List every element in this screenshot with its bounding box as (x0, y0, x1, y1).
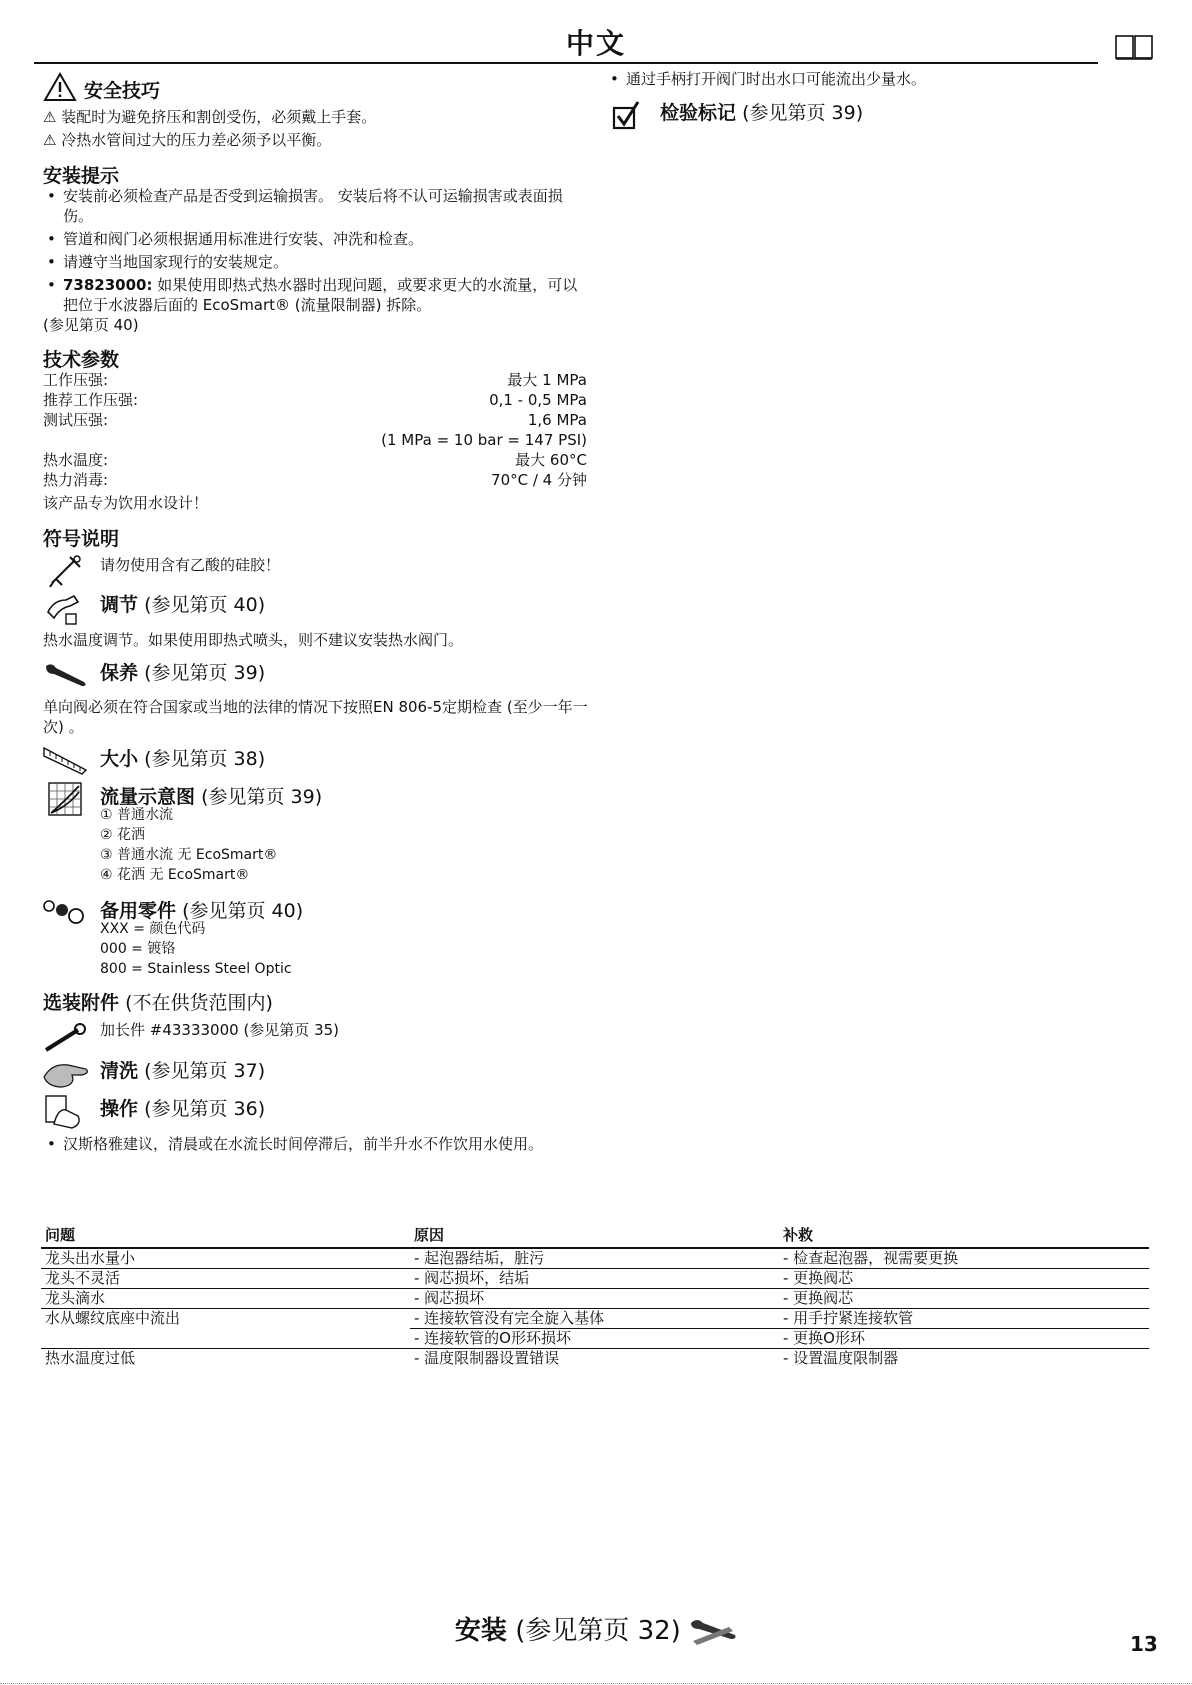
install-footer: 安装 (参见第页 32) (0, 1610, 1192, 1647)
flow-item: ③ 普通水流 无 EcoSmart® (100, 847, 278, 863)
table-row: 龙头不灵活 - 阀芯损坏，结垢 - 更换阀芯 (41, 1269, 1149, 1289)
table-row: 龙头出水量小 - 起泡器结垢，脏污 - 检查起泡器，视需要更换 (41, 1248, 1149, 1269)
safety-title: 安全技巧 (84, 80, 161, 102)
flow-chart-icon (48, 782, 82, 816)
flow-item: ④ 花洒 无 EcoSmart® (100, 867, 250, 883)
list-item: • 安装前必须检查产品是否受到运输损害。 安装后将不认可运输损害或表面损伤。 (43, 186, 588, 226)
spec-row: 测试压强: 1,6 MPa (43, 411, 587, 429)
adjust-icon (44, 590, 84, 626)
cleaning-heading: 清洗 (参见第页 37) (100, 1060, 266, 1082)
adjust-heading: 调节 (参见第页 40) (100, 594, 266, 616)
extension-icon (42, 1022, 88, 1054)
model-number: 73823000: (63, 276, 153, 294)
table-row: - 连接软管的O形环损坏 - 更换O形环 (41, 1329, 1149, 1349)
size-heading: 大小 (参见第页 38) (100, 748, 266, 770)
tech-title: 技术参数 (43, 349, 120, 371)
list-item: • 通过手柄打开阀门时出水口可能流出少量水。 (606, 69, 1166, 89)
extension-text: 加长件 #43333000 (参见第页 35) (100, 1021, 340, 1039)
spec-row: 热水温度: 最大 60°C (43, 451, 587, 469)
ruler-icon (42, 744, 88, 776)
spare-parts-heading: 备用零件 (参见第页 40) (100, 900, 304, 922)
tech-note: 该产品专为饮用水设计！ (43, 494, 209, 512)
spare-item: 800 = Stainless Steel Optic (100, 961, 292, 977)
symbols-title: 符号说明 (43, 528, 120, 550)
bottom-divider (0, 1683, 1192, 1684)
spare-item: XXX = 颜色代码 (100, 921, 206, 937)
warning-icon (43, 72, 77, 102)
table-row: 热水温度过低 - 温度限制器设置错误 - 设置温度限制器 (45, 1349, 899, 1367)
flow-heading: 流量示意图 (参见第页 39) (100, 786, 323, 808)
small-warning-icon: ⚠ (43, 131, 62, 149)
spec-row: 工作压强: 最大 1 MPa (43, 371, 587, 389)
spare-item: 000 = 镀铬 (100, 941, 176, 957)
list-item: • 管道和阀门必须根据通用标准进行安装、冲洗和检查。 (43, 229, 588, 249)
safety-item: ⚠ 冷热水管间过大的压力差必须予以平衡。 (43, 131, 332, 149)
optional-title: 选装附件 (不在供货范围内) (43, 992, 273, 1014)
table-row: 龙头滴水 - 阀芯损坏 - 更换阀芯 (41, 1289, 1149, 1309)
page-number: 13 (1130, 1632, 1158, 1656)
flow-item: ② 花洒 (100, 827, 146, 843)
list-item: • 汉斯格雅建议，清晨或在水流长时间停滞后，前半升水不作饮用水使用。 (43, 1134, 588, 1154)
small-warning-icon: ⚠ (43, 108, 62, 126)
operation-heading: 操作 (参见第页 36) (100, 1098, 266, 1120)
column-header: 原因 (410, 1222, 779, 1248)
maintenance-heading: 保养 (参见第页 39) (100, 662, 266, 684)
book-icon (1114, 34, 1154, 62)
list-item: • 请遵守当地国家现行的安装规定。 (43, 252, 588, 272)
header-divider (34, 62, 1098, 64)
spare-parts-list (100, 919, 292, 979)
table-row: 水从螺纹底座中流出 - 连接软管没有完全旋入基体 - 用手拧紧连接软管 (41, 1309, 1149, 1329)
safety-list (43, 107, 588, 150)
check-mark-heading: 检验标记 (参见第页 39) (660, 102, 864, 124)
spec-row: 热力消毒: 70°C / 4 分钟 (43, 471, 587, 489)
spare-parts-icon (42, 898, 90, 928)
checkbox-icon (612, 100, 642, 130)
install-hints-list (43, 186, 588, 338)
list-item: • 73823000: 如果使用即热式热水器时出现问题，或要求更大的水流量，可以把位于水波器后面的 EcoSmart® (流量限制器) 拆除。 (参见第页 40) (43, 275, 588, 335)
table-header-row (41, 1222, 1149, 1248)
spec-row: 推荐工作压强: 0,1 - 0,5 MPa (43, 391, 587, 409)
silicone-gun-icon (44, 553, 86, 589)
install-hints-title: 安装提示 (43, 165, 120, 187)
flow-legend (100, 805, 277, 885)
safety-item: ⚠ 装配时为避免挤压和割创受伤，必须戴上手套。 (43, 108, 377, 126)
recommend-list (43, 1134, 588, 1157)
troubleshooting-table (41, 1222, 1149, 1368)
page-title: 中文 (565, 27, 626, 60)
operation-hand-icon (44, 1094, 84, 1130)
column-header: 问题 (41, 1222, 410, 1248)
tools-icon (689, 1617, 737, 1647)
right-notes (606, 69, 1166, 92)
cleaning-hand-icon (42, 1057, 90, 1091)
silicone-warning: 请勿使用含有乙酸的硅胶！ (100, 556, 281, 574)
column-header: 补救 (779, 1222, 1149, 1248)
wrench-icon (42, 660, 90, 688)
maintenance-text: 单向阀必须在符合国家或当地的法律的情况下按照EN 806-5定期检查 (至少一年一次) 。 (43, 698, 588, 736)
adjust-text: 热水温度调节。如果使用即热式喷头，则不建议安装热水阀门。 (43, 631, 464, 649)
flow-item: ① 普通水流 (100, 807, 174, 823)
